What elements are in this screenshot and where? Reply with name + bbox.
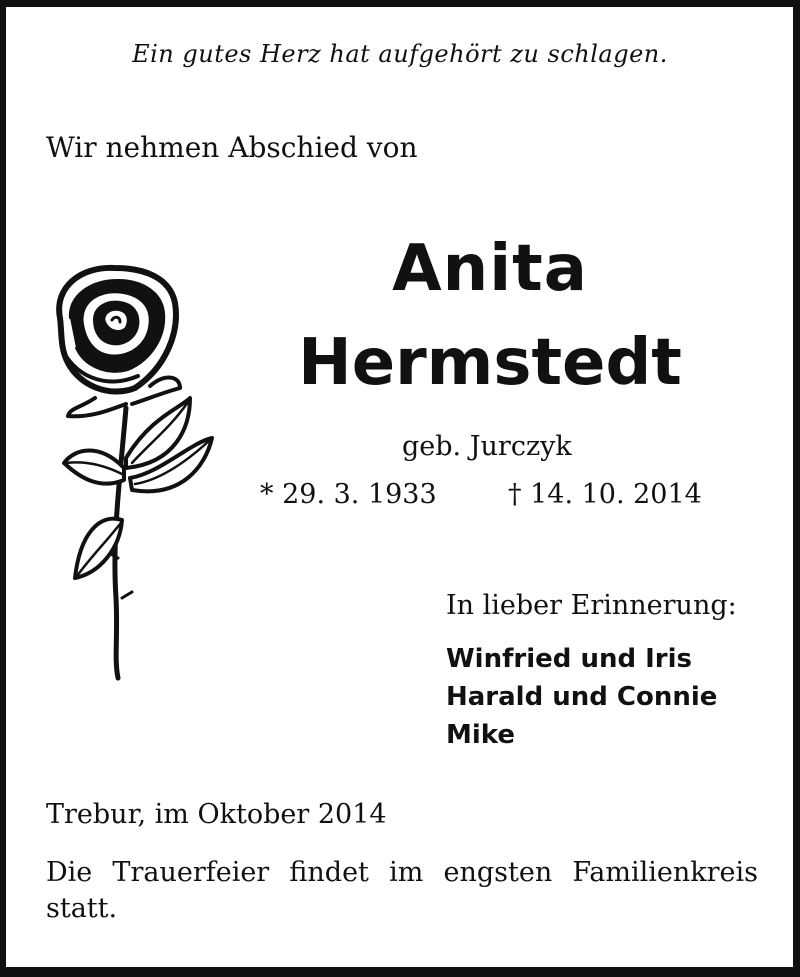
mourner-name: Winfried und Iris — [446, 644, 693, 674]
memory-heading: In lieber Erinnerung: — [446, 590, 737, 621]
deceased-last-name: Hermstedt — [298, 326, 682, 400]
motto: Ein gutes Herz hat aufgehört zu schlagen. — [132, 40, 668, 68]
intro-text: Wir nehmen Abschied von — [46, 131, 418, 164]
place-date: Trebur, im Oktober 2014 — [46, 799, 387, 830]
mourners-list — [446, 640, 717, 754]
death-date: † 14. 10. 2014 — [508, 479, 702, 510]
rose-icon — [40, 258, 230, 688]
funeral-note: Die Trauerfeier findet im engsten Familienkreis statt. — [46, 857, 758, 924]
mourner-name: Mike — [446, 720, 516, 750]
maiden-name: geb. Jurczyk — [402, 431, 572, 462]
birth-date: * 29. 3. 1933 — [260, 479, 437, 510]
deceased-first-name: Anita — [392, 232, 588, 306]
mourner-name: Harald und Connie — [446, 682, 718, 712]
